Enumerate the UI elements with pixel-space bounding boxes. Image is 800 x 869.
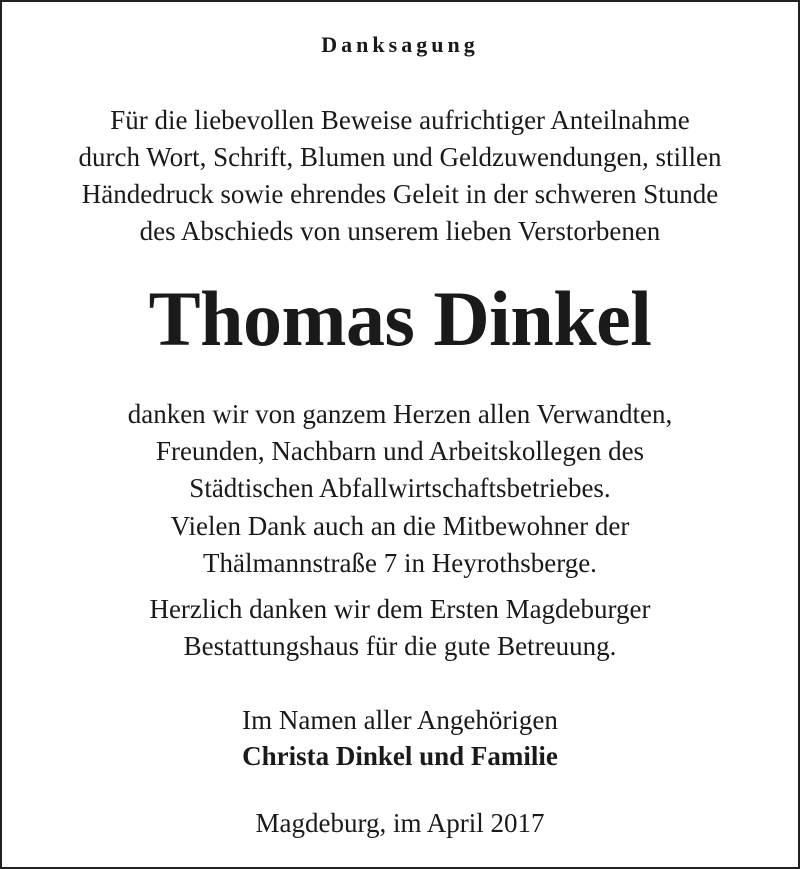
funeral-home-line: Herzlich danken wir dem Ersten Magdeburger	[149, 594, 651, 624]
place-date: Magdeburg, im April 2017	[255, 808, 545, 838]
thanks-line: danken wir von ganzem Herzen allen Verwandten,	[127, 399, 673, 429]
intro-line: Für die liebevollen Beweise aufrichtiger Anteilnahme	[110, 105, 690, 135]
notice-heading: Danksagung	[321, 32, 479, 57]
signature-names: Christa Dinkel und Familie	[242, 741, 558, 771]
deceased-name: Thomas Dinkel	[148, 275, 652, 362]
thanks-line: Städtischen Abfallwirtschaftsbetriebes.	[189, 473, 611, 503]
intro-line: des Abschieds von unserem lieben Verstorbenen	[139, 216, 661, 246]
intro-line: durch Wort, Schrift, Blumen und Geldzuwendungen, stillen	[78, 142, 722, 172]
funeral-home-line: Bestattungshaus für die gute Betreuung.	[183, 631, 617, 661]
funeral-home-paragraph	[2, 591, 798, 665]
thanks-paragraph	[2, 396, 798, 507]
signature-intro: Im Namen aller Angehörigen	[242, 705, 558, 735]
thanks-line: Freunden, Nachbarn und Arbeitskollegen des	[155, 436, 645, 466]
residents-paragraph	[2, 508, 798, 582]
intro-line: Händedruck sowie ehrendes Geleit in der schweren Stunde	[81, 179, 719, 209]
intro-paragraph	[2, 102, 798, 250]
residents-line: Vielen Dank auch an die Mitbewohner der	[170, 511, 630, 541]
residents-line: Thälmannstraße 7 in Heyrothsberge.	[203, 548, 597, 578]
